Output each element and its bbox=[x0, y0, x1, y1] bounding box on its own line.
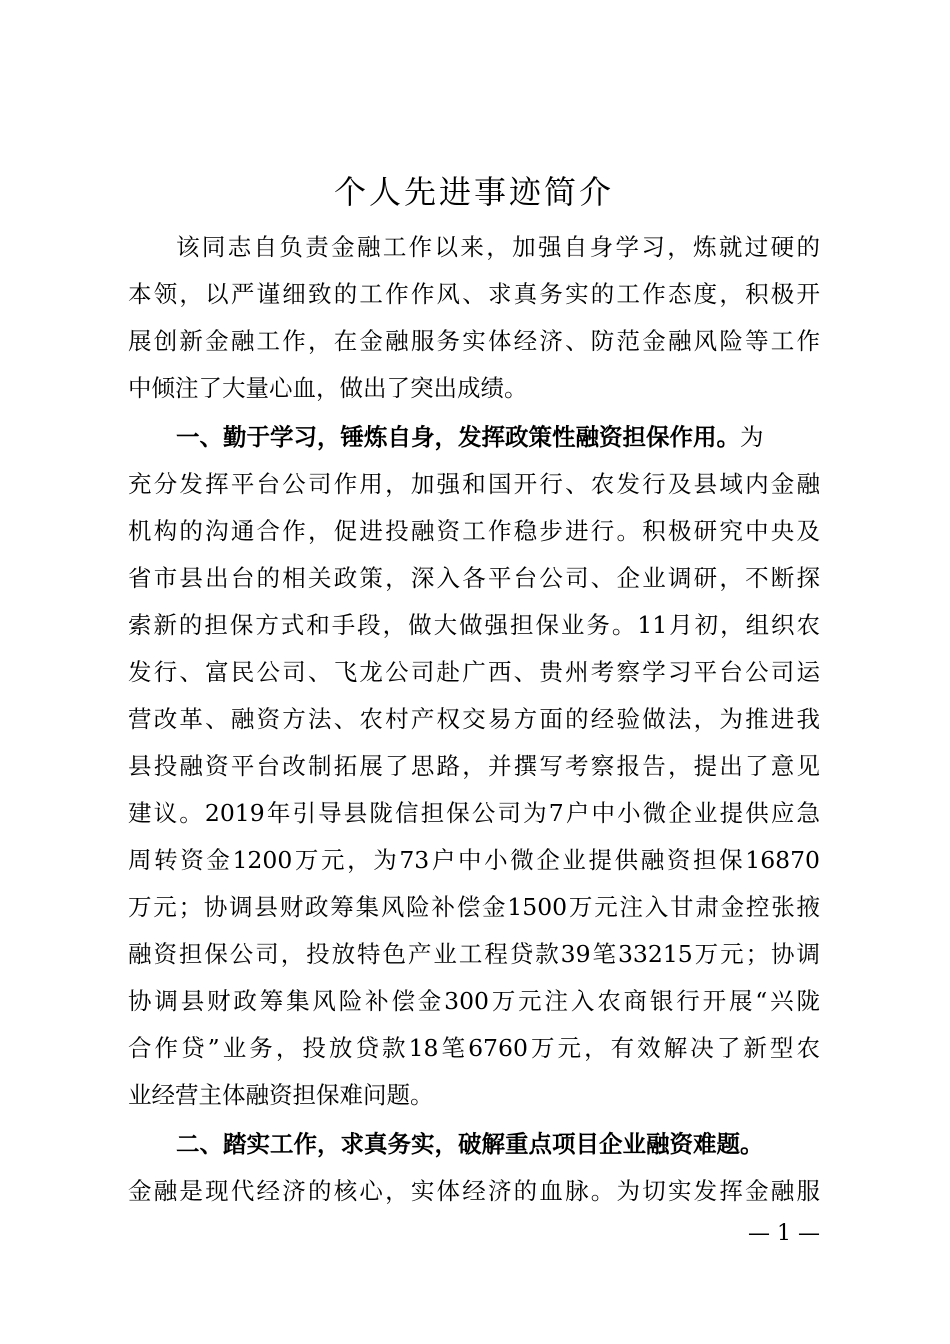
section1-heading-tail: 为 bbox=[740, 423, 764, 451]
section1-line: 融资担保公司，投放特色产业工程贷款39笔33215万元；协调 bbox=[128, 940, 820, 968]
section1-line: 协调县财政筹集风险补偿金300万元注入农商银行开展“兴陇 bbox=[128, 987, 820, 1015]
intro-line: 中倾注了大量心血，做出了突出成绩。 bbox=[128, 374, 528, 402]
section1-line: 省市县出台的相关政策，深入各平台公司、企业调研，不断探 bbox=[128, 564, 820, 592]
intro-line: 该同志自负责金融工作以来，加强自身学习，炼就过硬的 bbox=[176, 233, 820, 261]
section1-line: 充分发挥平台公司作用，加强和国开行、农发行及县域内金融 bbox=[128, 470, 820, 498]
section2-heading: 二、踏实工作，求真务实，破解重点项目企业融资难题。 bbox=[176, 1130, 764, 1158]
section2-line: 金融是现代经济的核心，实体经济的血脉。为切实发挥金融服 bbox=[128, 1177, 820, 1205]
section1-line: 周转资金1200万元，为73户中小微企业提供融资担保16870 bbox=[128, 846, 820, 874]
section1-line: 业经营主体融资担保难问题。 bbox=[128, 1081, 434, 1109]
intro-line: 本领，以严谨细致的工作作风、求真务实的工作态度，积极开 bbox=[128, 280, 820, 308]
section1-line: 万元；协调县财政筹集风险补偿金1500万元注入甘肃金控张掖 bbox=[128, 893, 820, 921]
section1-line: 机构的沟通合作，促进投融资工作稳步进行。积极研究中央及 bbox=[128, 517, 820, 545]
section1-line: 发行、富民公司、飞龙公司赴广西、贵州考察学习平台公司运 bbox=[128, 658, 820, 686]
section1-line: 营改革、融资方法、农村产权交易方面的经验做法，为推进我 bbox=[128, 705, 820, 733]
document-title: 个人先进事迹简介 bbox=[333, 173, 614, 211]
section1-heading: 一、勤于学习，锤炼自身，发挥政策性融资担保作用。 bbox=[176, 423, 740, 451]
intro-line: 展创新金融工作，在金融服务实体经济、防范金融风险等工作 bbox=[128, 327, 820, 355]
section1-line: 县投融资平台改制拓展了思路，并撰写考察报告，提出了意见 bbox=[128, 752, 820, 780]
section1-line: 建议。2019年引导县陇信担保公司为7户中小微企业提供应急 bbox=[128, 799, 820, 827]
section1-line: 索新的担保方式和手段，做大做强担保业务。11月初，组织农 bbox=[128, 611, 820, 639]
section2-heading-line bbox=[176, 1127, 820, 1161]
page-number: — 1 — bbox=[748, 1221, 820, 1246]
section1-heading-line bbox=[176, 420, 820, 454]
section1-line: 合作贷”业务，投放贷款18笔6760万元，有效解决了新型农 bbox=[128, 1034, 820, 1062]
